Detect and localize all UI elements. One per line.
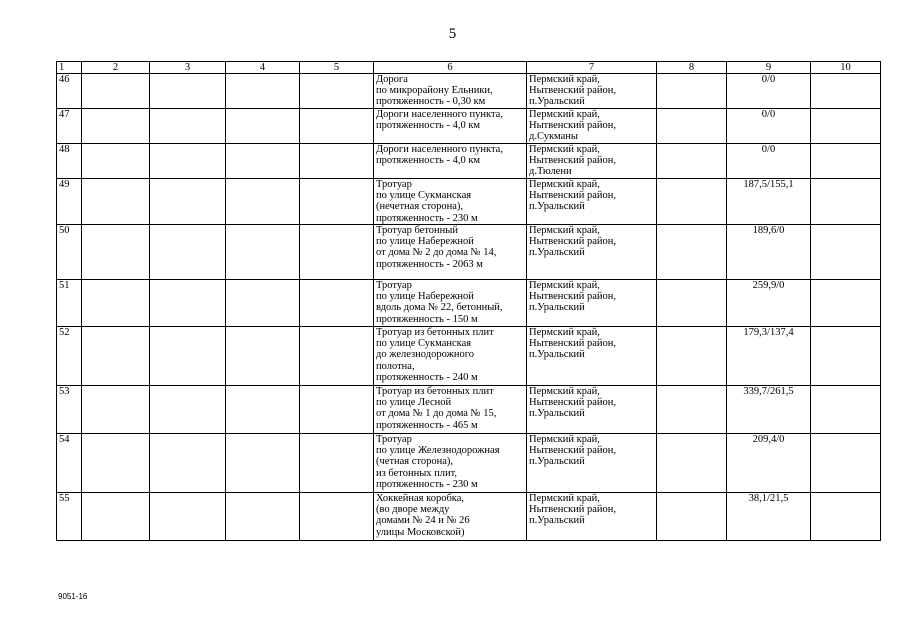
cell — [150, 386, 226, 434]
object-description: Дорога по микрорайону Ельники, протяженность - 0,30 км — [374, 74, 527, 109]
object-description: Хоккейная коробка, (во дворе между домами № 24 и № 26 улицы Московской) — [374, 493, 527, 541]
cell — [657, 386, 727, 434]
document-code: 9051-16 — [58, 592, 88, 601]
object-location: Пермский край, Нытвенский район, п.Уральский — [527, 179, 657, 225]
cell — [811, 386, 881, 434]
header-cell-2: 2 — [82, 62, 150, 74]
cell — [82, 386, 150, 434]
row-number: 46 — [57, 74, 82, 109]
header-cell-10: 10 — [811, 62, 881, 74]
table-row — [57, 109, 881, 144]
object-location: Пермский край, Нытвенский район, п.Уральский — [527, 74, 657, 109]
object-description: Тротуар из бетонных плит по улице Лесной от дома № 1 до дома № 15, протяженность - 465 м — [374, 386, 527, 434]
object-location: Пермский край, Нытвенский район, д.Тюлени — [527, 144, 657, 179]
cell — [657, 225, 727, 280]
cell — [811, 144, 881, 179]
object-description: Тротуар бетонный по улице Набережной от дома № 2 до дома № 14, протяженность - 2063 м — [374, 225, 527, 280]
object-value: 179,3/137,4 — [727, 327, 811, 386]
row-number: 51 — [57, 280, 82, 327]
cell — [811, 109, 881, 144]
cell — [300, 493, 374, 541]
cell — [811, 434, 881, 493]
row-number: 54 — [57, 434, 82, 493]
cell — [82, 179, 150, 225]
cell — [150, 280, 226, 327]
header-cell-4: 4 — [226, 62, 300, 74]
cell — [150, 109, 226, 144]
cell — [657, 109, 727, 144]
table-row — [57, 493, 881, 541]
cell — [82, 144, 150, 179]
cell — [300, 327, 374, 386]
object-location: Пермский край, Нытвенский район, п.Уральский — [527, 327, 657, 386]
object-value: 259,9/0 — [727, 280, 811, 327]
object-value: 209,4/0 — [727, 434, 811, 493]
cell — [226, 225, 300, 280]
row-number: 52 — [57, 327, 82, 386]
header-cell-6: 6 — [374, 62, 527, 74]
cell — [300, 74, 374, 109]
object-value: 187,5/155,1 — [727, 179, 811, 225]
cell — [82, 493, 150, 541]
row-number: 48 — [57, 144, 82, 179]
header-cell-7: 7 — [527, 62, 657, 74]
table-row — [57, 280, 881, 327]
cell — [150, 179, 226, 225]
page-number: 5 — [448, 26, 457, 42]
object-description: Дороги населенного пункта, протяженность - 4,0 км — [374, 144, 527, 179]
table-row — [57, 179, 881, 225]
cell — [811, 327, 881, 386]
cell — [226, 280, 300, 327]
cell — [82, 225, 150, 280]
cell — [150, 225, 226, 280]
cell — [657, 280, 727, 327]
header-row — [57, 62, 881, 74]
object-description: Дороги населенного пункта, протяженность - 4,0 км — [374, 109, 527, 144]
cell — [811, 280, 881, 327]
cell — [811, 74, 881, 109]
cell — [657, 327, 727, 386]
cell — [226, 74, 300, 109]
object-location: Пермский край, Нытвенский район, п.Уральский — [527, 493, 657, 541]
cell — [300, 179, 374, 225]
object-location: Пермский край, Нытвенский район, д.Сукманы — [527, 109, 657, 144]
cell — [82, 74, 150, 109]
cell — [226, 386, 300, 434]
object-description: Тротуар по улице Сукманская (нечетная сторона), протяженность - 230 м — [374, 179, 527, 225]
cell — [300, 225, 374, 280]
header-cell-3: 3 — [150, 62, 226, 74]
object-location: Пермский край, Нытвенский район, п.Уральский — [527, 225, 657, 280]
object-value: 0/0 — [727, 74, 811, 109]
cell — [82, 280, 150, 327]
object-value: 189,6/0 — [727, 225, 811, 280]
cell — [150, 434, 226, 493]
table-row — [57, 434, 881, 493]
cell — [150, 327, 226, 386]
cell — [811, 179, 881, 225]
cell — [226, 434, 300, 493]
cell — [811, 493, 881, 541]
cell — [226, 109, 300, 144]
header-cell-9: 9 — [727, 62, 811, 74]
header-cell-8: 8 — [657, 62, 727, 74]
row-number: 55 — [57, 493, 82, 541]
cell — [657, 74, 727, 109]
cell — [82, 327, 150, 386]
cell — [300, 434, 374, 493]
cell — [657, 434, 727, 493]
cell — [300, 144, 374, 179]
table-row — [57, 144, 881, 179]
row-number: 47 — [57, 109, 82, 144]
cell — [226, 327, 300, 386]
cell — [82, 434, 150, 493]
row-number: 50 — [57, 225, 82, 280]
property-table — [56, 61, 881, 541]
object-value: 339,7/261,5 — [727, 386, 811, 434]
cell — [811, 225, 881, 280]
header-cell-5: 5 — [300, 62, 374, 74]
object-description: Тротуар по улице Железнодорожная (четная сторона), из бетонных плит, протяженность - 230 м — [374, 434, 527, 493]
cell — [300, 386, 374, 434]
cell — [226, 144, 300, 179]
object-description: Тротуар по улице Набережной вдоль дома № 22, бетонный, протяженность - 150 м — [374, 280, 527, 327]
table-row — [57, 225, 881, 280]
cell — [300, 280, 374, 327]
cell — [150, 144, 226, 179]
object-location: Пермский край, Нытвенский район, п.Уральский — [527, 434, 657, 493]
cell — [150, 493, 226, 541]
table-row — [57, 327, 881, 386]
row-number: 53 — [57, 386, 82, 434]
cell — [82, 109, 150, 144]
object-value: 38,1/21,5 — [727, 493, 811, 541]
cell — [300, 109, 374, 144]
header-cell-1: 1 — [57, 62, 82, 74]
object-description: Тротуар из бетонных плит по улице Сукманская до железнодорожного полотна, протяженность - 240 м — [374, 327, 527, 386]
table-row — [57, 74, 881, 109]
cell — [150, 74, 226, 109]
object-location: Пермский край, Нытвенский район, п.Уральский — [527, 386, 657, 434]
object-location: Пермский край, Нытвенский район, п.Уральский — [527, 280, 657, 327]
cell — [657, 179, 727, 225]
cell — [657, 144, 727, 179]
row-number: 49 — [57, 179, 82, 225]
cell — [657, 493, 727, 541]
object-value: 0/0 — [727, 109, 811, 144]
cell — [226, 493, 300, 541]
object-value: 0/0 — [727, 144, 811, 179]
table-row — [57, 386, 881, 434]
cell — [226, 179, 300, 225]
